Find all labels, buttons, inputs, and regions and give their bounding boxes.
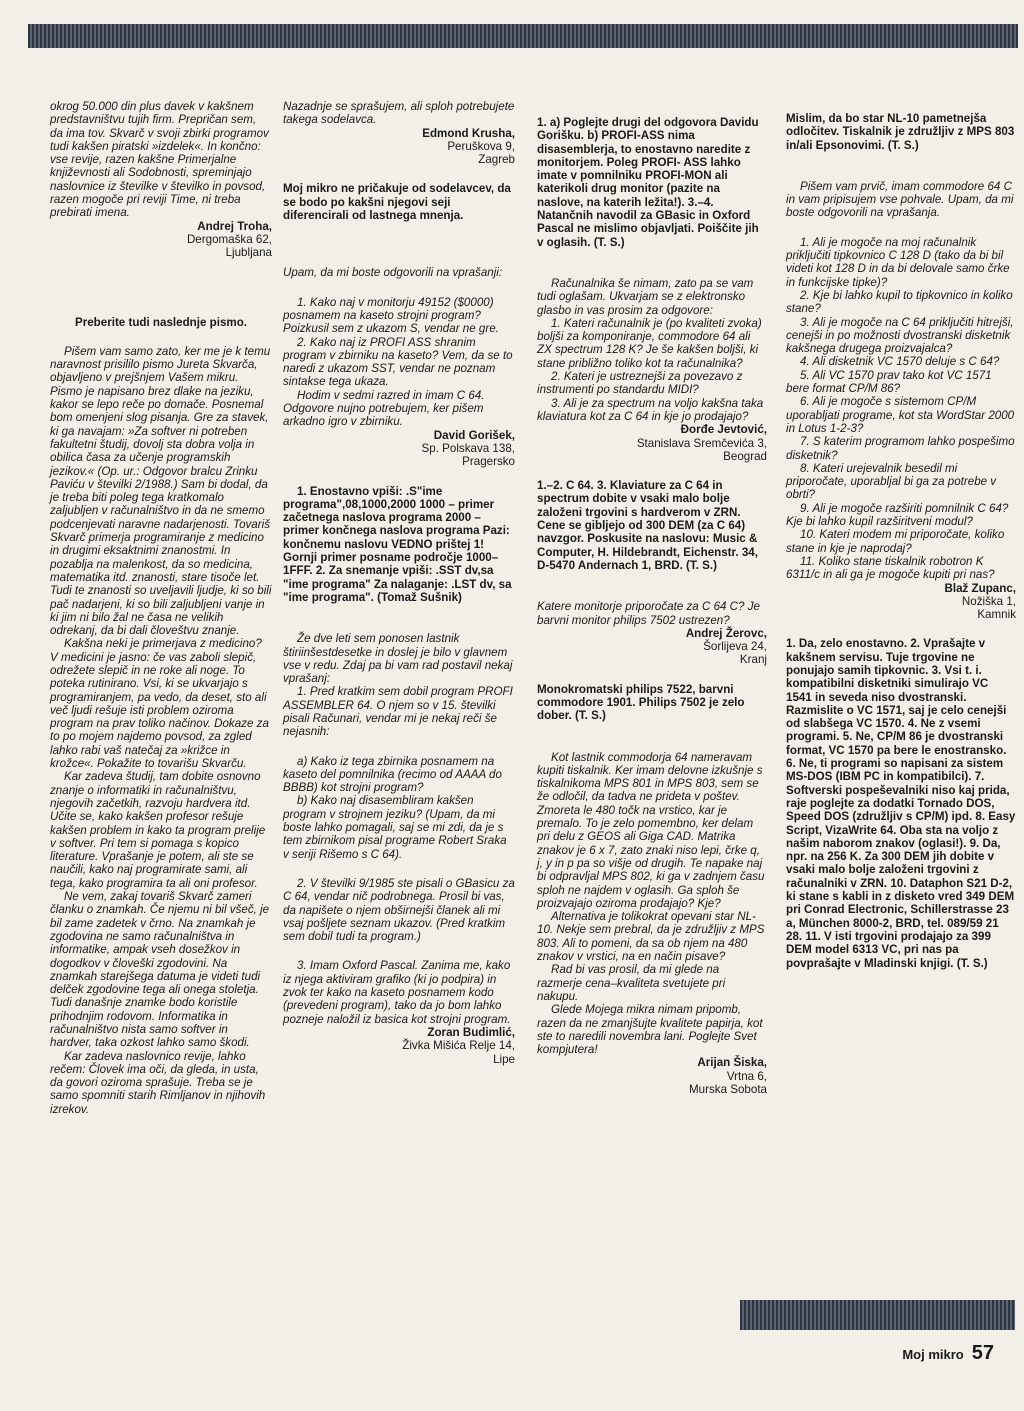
page-footer	[902, 1342, 994, 1365]
column-1	[50, 100, 272, 1116]
letter-question: 3. Ali je za spectrum na voljo kakšna taka klaviatura kot za C 64 in kje jo prodajajo?	[537, 396, 764, 423]
list-item: 8. Kateri urejevalnik besedil mi priporočate, uporabljal bi ga za potrebe v obrti?	[786, 461, 997, 502]
magazine-name: Moj mikro	[902, 1347, 964, 1362]
editor-reply: Monokromatski philips 7522, barvni commodore 1901. Philips 7502 je zelo dober. (T. S.)	[537, 682, 745, 723]
list-item: 7. S katerim programom lahko pospešimo disketnik?	[786, 435, 1015, 462]
page-number: 57	[971, 1342, 994, 1364]
signature-name: David Gorišek,	[433, 428, 515, 442]
list-item: 4. Ali disketnik VC 1570 deluje s C 64?	[800, 355, 1000, 369]
letter-question: 3. Imam Oxford Pascal. Zanima me, kako iz njega aktiviram grafiko (ki jo podpira) in zvok ter kako na kaseto posnamem kodo (prevedeni program), tako da jo bom lahko pozneje naložil iz basica kot strojni program.	[283, 959, 511, 1026]
signature-name: Andrej Žerovc,	[685, 626, 767, 640]
letter-text: Računalnika še nimam, zato pa se vam tudi oglašam. Ukvarjam se z elektronsko glasbo in vas prosim za odgovore:	[537, 276, 754, 317]
letter-text: Alternativa je tolikokrat opevani star NL-10. Nekje sem prebral, da je združljiv z MPS 803. Ali to pomeni, da sa ob njem na 480 znakov v vrstici, na en način pisave?	[537, 910, 765, 964]
question-list	[786, 236, 1016, 582]
letter-question: 1. Kateri računalnik je (po kvaliteti zvoka) boljši za komponiranje, commodore 64 ali ZX spectrum 128 K? Je še kakšen boljši, ki stane približno toliko kot ta računalnika?	[537, 316, 762, 370]
editor-note: Preberite tudi naslednje pismo.	[74, 315, 247, 329]
column-3	[537, 116, 767, 1096]
signature-city: Lipe	[493, 1052, 515, 1066]
signature-address: Vrtna 6,	[726, 1069, 767, 1083]
end-band	[740, 1300, 1015, 1330]
signature-city: Ljubljana	[225, 246, 272, 260]
signature-name: Blaž Zupanc,	[944, 581, 1016, 595]
letter-text: Glede Mojega mikra nimam pripomb, razen da ne zmanjšujte kvalitete papirja, kot ste to naredili novembra lani. Poglejte Svet kompjutera!	[537, 1003, 763, 1057]
signature-name: Edmond Krusha,	[422, 126, 515, 140]
letter-text: Kot lastnik commodorja 64 nameravam kupiti tiskalnik. Ker imam delovne izkušnje s tiskalnikoma MPS 801 in MPS 803, sem se že odločil, da tadva ne prideta v poštev. Zmoreta le 480 točk na vrstico, kar je premalo. To je zelo pomembno, ker delam pri delu z GEOS ali Giga CAD. Matrika znakov je 6 x 7, zato znaki niso lepi, črke q, j, y in p pa so višje od drugih. Te napake naj bi odpravljal MPS 802, ki ga v zadnjem času sploh ne najdem v oglasih. Ga sploh še proizvajajo oziroma prodajajo? Kje?	[537, 750, 765, 910]
letter-text: Že dve leti sem ponosen lastnik štiriinšestdesetke in doslej je bilo v glavnem vse v redu. Zdaj pa bi vam rad postavil nekaj vprašanj:	[283, 632, 513, 686]
signature-address: Nožiška 1,	[961, 594, 1016, 608]
signature-name: Zoran Budimlić,	[427, 1025, 515, 1039]
letter-text: okrog 50.000 din plus davek v kakšnem predstavništvu tujih firm. Prepričan sem, da ima tov. Skvarč v svoji zbirki programov tudi kakšen piratski »izdelek«. In končno: vse revije, razen kakšne Primerjalne književnosti ali Sodobnosti, spreminjajo naslovnice iz številke v številko in povsod, razen mogoče pri reviji Time, ni treba prebirati imena.	[50, 100, 269, 220]
signature-address: Sp. Polskava 138,	[421, 441, 515, 455]
signature-city: Pragersko	[462, 455, 515, 469]
signature-city: Kranj	[739, 653, 767, 667]
letter-text: Katere monitorje priporočate za C 64 C? Je barvni monitor philips 7502 ustrezen?	[537, 600, 760, 627]
list-item: 9. Ali je mogoče razširiti pomnilnik C 64? Kje bi lahko kupil razširitveni modul?	[786, 501, 1009, 529]
list-item: 1. Ali je mogoče na moj računalnik priključiti tipkovnico C 128 D (tako da bi bil videti kot 128 D in da bi delovale samo črke in funkcijske tipke)?	[786, 235, 1010, 289]
signature-city: Kamnik	[977, 608, 1016, 622]
editor-reply: Mislim, da bo star NL-10 pametnejša odločitev. Tiskalnik je združljiv z MPS 803 in/ali Epsonovimi. (T. S.)	[786, 112, 1015, 152]
list-item: 11. Koliko stane tiskalnik robotron K 6311/c in ali ga je mogoče kupiti pri nas?	[786, 554, 995, 582]
letter-text: Pišem vam prvič, imam commodore 64 C in vam pripisujem vse pohvale. Upam, da mi boste odgovorili na vprašanja.	[786, 179, 1014, 220]
signature-name: Đorđe Jevtović,	[680, 423, 767, 437]
signature-address: Živka Mišića Relje 14,	[402, 1039, 515, 1053]
letter-text: Pišem vam samo zato, ker me je k temu naravnost prisililo pismo Jureta Skvarča, objavljeno v prejšnjem Vašem mikru. Pismo je napisano brez dlake na jeziku, kakor se lepo reče po domače. Posnemal bom omenjeni slog pisanja. Gre za stavek, ki ga navajam: »Za softver ni potreben fakultetni študij, dovolj sta dobra volja in obilica časa za učenje programskih jezikov.« (Op. ur.: Odgovor bralcu Zrinku Paviću v številki 2/1988.) Sam bi dodal, da je treba biti poleg tega kratkomalo zaljubljen v računalništvo in da ne smemo podcenjevati naravne nadarjenosti. Tovariš Skvarč primerja programiranje z medicino in drugimi eksaktnimi znanostmi. In pozablja na malenkost, da so medicina, matematika itd. znanosti, stare tisoče let. Tudi te znanosti so uveljavili ljudje, ki so bili pač nadarjeni, ki so bili zaljubljeni vanje in ki jim ni bilo žal ne časa ne velikih odrekanj, da bi dali človeštvu znanje.	[50, 344, 272, 638]
list-item: 5. Ali VC 1570 prav tako kot VC 1571 bere format CP/M 86?	[786, 368, 992, 396]
letter-question: 2. Kateri je ustreznejši za povezavo z instrumenti po standardu MIDI?	[537, 370, 743, 397]
signature-city: Beograd	[723, 449, 767, 463]
letter-text: Rad bi vas prosil, da mi glede na razmerje cena–kvaliteta svetujete pri nakupu.	[537, 963, 726, 1003]
signature-address: Šorlijeva 24,	[703, 640, 767, 654]
letter-text: Kar zadeva naslovnico revije, lahko rečem: Človek ima oči, da gleda, in usta, da govori oziroma sprašuje. Treba se je samo spomniti starih Rimljanov in njihovih izrekov.	[50, 1049, 266, 1116]
list-item: 3. Ali je mogoče na C 64 priključiti hitrejši, cenejši in po možnosti dvostranski disketnik kakšnega drugega proizvajalca?	[786, 315, 1014, 356]
letter-question: 2. V številki 9/1985 ste pisali o GBasicu za C 64, vendar nič podrobnega. Prosil bi vas, da napišete o njem obširnejši članek ali mi vsaj pošljete seznam ukazov. (Pred kratkim sem dobil tudi ta program.)	[283, 876, 515, 944]
list-item: 2. Kje bi lahko kupil to tipkovnico in koliko stane?	[786, 288, 1013, 316]
column-2	[283, 100, 515, 1066]
letter-text: Upam, da mi boste odgovorili na vprašanji:	[283, 266, 503, 280]
signature-name: Arijan Šiska,	[697, 1056, 767, 1070]
signature-address: Stanislava Sremčevića 3,	[636, 436, 767, 450]
column-4	[786, 112, 1016, 970]
letter-question: a) Kako iz tega zbirnika posnamem na kaseto del pomnilnika (recimo od AAAA do BBBB) kot strojni program?	[283, 754, 502, 795]
editor-reply: Moj mikro ne pričakuje od sodelavcev, da se bodo po kakšni njegovi seji diferencirali od lastnega mnenja.	[283, 182, 511, 223]
editor-reply: 1. a) Poglejte drugi del odgovora Davidu Gorišku. b) PROFI-ASS nima disasemblerja, to enostavno naredite z monitorjem. Poleg PROFI- ASS lahko imate v pomnilniku PROFI-MON ali katerikoli drug monitor (pazite na naslove, na katerih ležita!). 3.–4. Natančnih navodil za GBasic in Oxford Pascal ne mislimo objavljati. Poiščite jih v oglasih. (T. S.)	[537, 116, 759, 249]
letter-text: Kar zadeva študij, tam dobite osnovno znanje o informatiki in računalništvu, njegovih začetkih, razvoju hardvera itd. Učite se, kako kakšen profesor rešuje kakšen problem in kako ta program prelije v softver. Pri tem si pomaga s kopico literature. Vprašanje je potem, ali ste se naučili, kako naj programirate sami, ali tega, kako programira ta ali oni profesor.	[50, 770, 266, 890]
letter-question: 2. Kako naj iz PROFI ASS shranim program v zbirniku na kaseto? Vem, da se to naredi z ukazom SST, vendar ne poznam sintakse tega ukaza.	[283, 335, 513, 389]
header-band	[28, 24, 1018, 48]
letter-text: Ne vem, zakaj tovariš Skvarč zameri članku o znamkah. Če njemu ni bil všeč, je bil zame zadetek v črno. Na znamkah je zgodovina ne samo računalništva in informatike, ampak vseh dosežkov in dogodkov v človeški zgodovini. Na znamkah starejšega datuma je videti tudi delček zgodovine tega ali onega stoletja. Tudi današnje znamke bodo koristile prihodnjim rodovom. Informatika in računalništvo nista samo softver in hardver, taka ozkost lahko samo škodi.	[50, 890, 270, 1050]
letter-question: 1. Kako naj v monitorju 49152 ($0000) posnamem na kaseto strojni program? Poizkusil sem z ukazom S, vendar ne gre.	[283, 295, 499, 336]
signature-address: Peruškova 9,	[447, 139, 515, 153]
editor-reply: 1. Enostavno vpiši: .S"ime programa",08,1000,2000 1000 – primer začetnega naslova programa 2000 – primer končnega naslova programa Pazi: končnemu naslovu VEDNO prištej 1! Gornji primer posname področje 1000–1FFF. 2. Za snemanje vpiši: .SST dv,sa "ime programa" Za nalaganje: .LST dv, sa "ime programa". (Tomaž Sušnik)	[283, 484, 512, 604]
signature-name: Andrej Troha,	[197, 219, 272, 233]
signature-city: Murska Sobota	[689, 1083, 767, 1096]
letter-question: b) Kako naj disasembliram kakšen program v strojnem jeziku? (Upam, da mi boste lahko pomagali, saj se mi zdi, da je s tem zbirnikom pisal programe Robert Sraka v seriji Rišemo s C 64).	[283, 794, 507, 861]
list-item: 6. Ali je mogoče s sistemom CP/M uporabljati programe, kot sta WordStar 2000 in Lotus 1-2-3?	[786, 395, 1015, 435]
letter-question: 1. Pred kratkim sem dobil program PROFI ASSEMBLER 64. O njem so v 15. številki pisali Računari, vendar mi je nekaj reči še nejasnih:	[283, 685, 513, 739]
signature-city: Zagreb	[478, 153, 515, 167]
list-item: 10. Kateri modem mi priporočate, koliko stane in kje je naprodaj?	[786, 528, 1005, 555]
editor-reply: 1.–2. C 64. 3. Klaviature za C 64 in spectrum dobite v vsaki malo bolje založeni trgovini s hardverom v ZRN. Cene se gibljejo od 300 DEM (za C 64) navzgor. Poskusite na naslovu: Music & Computer, H. Hildebrandt, Eichenstr. 34, D-5470 Andernach 1, BRD. (T. S.)	[537, 479, 758, 572]
letter-text: Kakšna neki je primerjava z medicino? V medicini je jasno: če vas zaboli slepič, odrežete slepič in ne roke ali noge. To poteka rutinirano. Vsi, ki se ukvarjajo s programiranjem, pa vedo, da deset, sto ali več ljudi rešuje isti problem oziroma program na prav toliko načinov. Dokaze za to po mojem najdemo povsod, za zgled lahko rabi vaš natečaj za »križce in krožce«. Pokažite to tovarišu Skvarču.	[50, 637, 269, 771]
editor-reply: 1. Da, zelo enostavno. 2. Vprašajte v kakšnem servisu. Tuje trgovine ne ponujajo samih tipkovnic. 3. Vsi t. i. kompatibilni disketniki simulirajo VC 1541 in seveda niso dvostranski. Razmislite o VC 1571, saj je celo cenejši od slabšega VC 1570. 4. Ne z vsemi programi. 5. Ne, CP/M 86 je dvostranski format, VC 1570 pa bere le enostransko. 6. Ne, ti programi so napisani za sistem MS-DOS (IBM PC in kompatibilci). 7. Softverski pospeševalniki niso kaj prida, raje poglejte za dodatki Tornado DOS, Speed DOS (združljiv s CP/M) ipd. 8. Easy Script, VizaWrite 64. Oba sta na voljo z našim naborom znakov (oglasi!). 9. Da, npr. na 256 K. Za 300 DEM jih dobite v vsaki malo bolje založeni trgovini z računalniki v ZRN. 10. Dataphon S21 D-2, ki stane s kabli in z disketo vred 349 DEM pri Conrad Electronic, Schillerstrasse 23 a, München 8000-2, BRD, tel. 089/59 21 28. 11. V isti trgovini prodajajo za 399 DEM model 6313 VC, pri nas pa povprašajte v Mladinski knjigi. (T. S.)	[786, 637, 1016, 970]
letter-text: Hodim v sedmi razred in imam C 64. Odgovore nujno potrebujem, ker pišem arkadno igro v zbirniku.	[283, 388, 485, 429]
letter-text: Nazadnje se sprašujem, ali sploh potrebujete takega sodelavca.	[283, 100, 515, 127]
signature-address: Dergomaška 62,	[186, 232, 272, 246]
